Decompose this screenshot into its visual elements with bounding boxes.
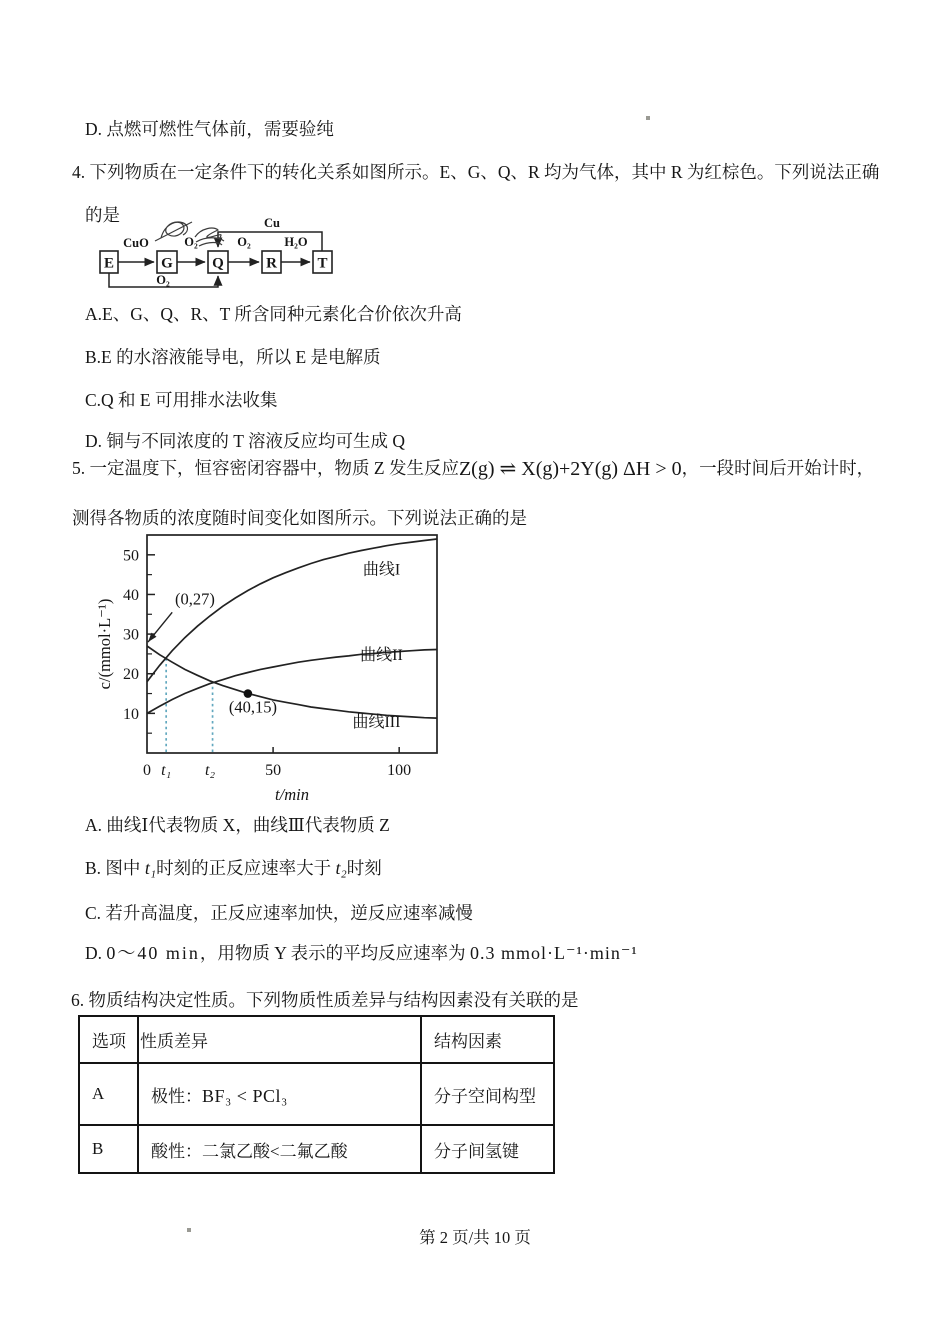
x-tick-label: t₂ <box>205 762 216 779</box>
y-tick-label: 50 <box>123 547 139 565</box>
x-axis-label: t/min <box>275 785 309 804</box>
y-tick-label: 20 <box>123 666 139 684</box>
box-R-letter: R <box>266 255 277 272</box>
q5-option-b-t1: t₁ <box>144 858 157 878</box>
cell-option-a: A <box>79 1063 138 1125</box>
q5-option-d <box>85 941 638 965</box>
scan-speck <box>646 116 650 120</box>
page-number: 第 2 页/共 10 页 <box>419 1228 531 1247</box>
q6-table <box>78 1015 555 1174</box>
q5-option-d-pre: D. <box>85 943 107 963</box>
q5-option-c: C. 若升高温度，正反应速率加快，逆反应速率减慢 <box>85 903 473 923</box>
label-O2-bottom: O₂ <box>156 273 170 287</box>
curve-label: 曲线I <box>362 561 401 579</box>
y-tick-label: 40 <box>123 586 139 604</box>
cell-property-b: 酸性：二氯乙酸<二氟乙酸 <box>138 1125 421 1173</box>
q5-option-d-range: 0～40 min <box>106 943 200 963</box>
cell-option-b: B <box>79 1125 138 1173</box>
q5-option-b-mid: 时刻的正反应速率大于 <box>156 858 336 878</box>
box-E-letter: E <box>103 255 115 272</box>
q3-option-d: D. 点燃可燃性气体前，需要验纯 <box>85 119 334 139</box>
q5-stem-line1 <box>72 456 874 481</box>
q4-option-b: B.E 的水溶液能导电，所以 E 是电解质 <box>85 347 381 367</box>
x-tick-label: 100 <box>387 762 412 779</box>
q4-option-c: C.Q 和 E 可用排水法收集 <box>85 390 278 410</box>
x-tick-label: 0 <box>143 762 151 779</box>
label-Cu-top: Cu <box>264 216 280 230</box>
box-T-letter: T <box>317 255 328 272</box>
y-tick-label: 10 <box>123 705 139 723</box>
label-CuO: CuO <box>123 236 149 250</box>
header-factor: 结构因素 <box>421 1016 554 1063</box>
q6-stem: 6. 物质结构决定性质。下列物质性质差异与结构因素没有关联的是 <box>71 990 579 1010</box>
box-Q-letter: Q <box>212 255 224 272</box>
q4-flow-diagram <box>95 213 347 297</box>
q5-option-d-rate: 0.3 mmol·L⁻¹·min⁻¹ <box>470 943 638 963</box>
x-tick-label: 50 <box>265 762 282 779</box>
q5-option-d-mid: ，用物质 Y 表示的平均反应速率为 <box>199 943 471 963</box>
q5-option-b-pre: B. 图中 <box>85 858 145 878</box>
q5-stem-post: ，一段时间后开始计时， <box>681 458 875 478</box>
label-H2O: H₂O <box>284 235 308 249</box>
y-tick-label: 30 <box>123 626 139 644</box>
x-tick-label: t₁ <box>161 762 172 779</box>
table-header-row <box>79 1016 554 1063</box>
header-property: 性质差异 <box>138 1016 421 1063</box>
label-O2-mid: O₂ <box>184 235 198 249</box>
q5-equation: Z(g) ⇌ X(g)+2Y(g) ΔH > 0 <box>458 458 682 480</box>
formula-bf3-pcl3: BF₃ < PCl₃ <box>202 1085 288 1106</box>
label-O2-right: O₂ <box>237 235 251 249</box>
q5-option-b-post: 时刻 <box>346 858 382 878</box>
q5-option-b <box>85 856 382 880</box>
box-G-letter: G <box>161 255 173 272</box>
curve-label: 曲线III <box>352 714 401 732</box>
concentration-time-chart <box>95 529 455 805</box>
annotation-text: (0,27) <box>174 589 215 609</box>
curve-label: 曲线II <box>360 646 403 664</box>
annotation-text: (40,15) <box>228 697 277 717</box>
y-axis-label: c/(mmol·L⁻¹) <box>95 598 114 690</box>
q5-stem-line2: 测得各物质的浓度随时间变化如图所示。下列说法正确的是 <box>72 508 527 528</box>
cell-factor-b: 分子间氢键 <box>421 1125 554 1173</box>
q5-stem-pre: 5. 一定温度下，恒容密闭容器中，物质 Z 发生反应 <box>72 458 459 478</box>
q5-option-a: A. 曲线Ⅰ代表物质 X，曲线Ⅲ代表物质 Z <box>85 815 390 835</box>
q4-stem-line1: 4. 下列物质在一定条件下的转化关系如图所示。E、G、Q、R 均为气体，其中 R 为红棕色。下列说法正确 <box>72 162 880 182</box>
q4-option-d: D. 铜与不同浓度的 T 溶液反应均可生成 Q <box>85 431 406 451</box>
q4-stem-line2: 的是 <box>85 205 120 225</box>
q5-option-b-t2: t₂ <box>335 858 347 878</box>
q4-option-a: A.E、G、Q、R、T 所含同种元素化合价依次升高 <box>85 304 462 324</box>
cell-property-a: 极性：BF₃ < PCl₃ <box>138 1063 421 1125</box>
header-option: 选项 <box>79 1016 138 1063</box>
table-row <box>79 1125 554 1173</box>
table-row <box>79 1063 554 1125</box>
marked-point <box>244 689 253 698</box>
cell-factor-a: 分子空间构型 <box>421 1063 554 1125</box>
